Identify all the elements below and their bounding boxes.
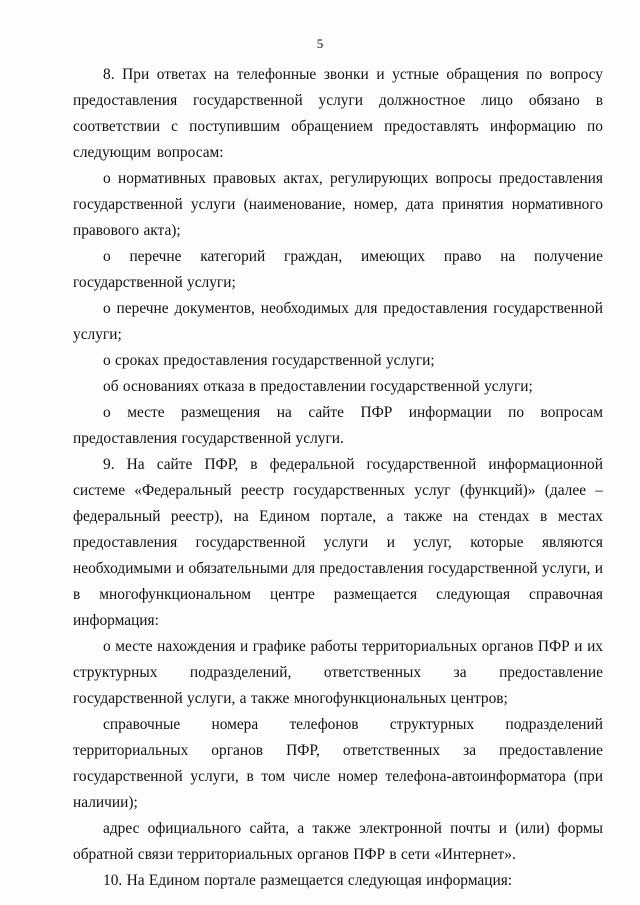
list-item-normative-acts: о нормативных правовых актах, регулирующих вопросы предоставления государственной услуги (наименование, номер, дата принятия нормативного правового акта); — [73, 170, 603, 239]
paragraph-10: 10. На Едином портале размещается следующая информация: — [103, 872, 513, 889]
list-item-website-info: о месте размещения на сайте ПФР информации по вопросам предоставления государственной услуги. — [73, 404, 603, 447]
document-body — [73, 62, 603, 894]
list-item-citizen-categories: о перечне категорий граждан, имеющих право на получение государственной услуги; — [73, 248, 603, 291]
list-item-refusal-grounds: об основаниях отказа в предоставлении государственной услуги; — [103, 378, 533, 395]
paragraph-9: 9. На сайте ПФР, в федеральной государственной информационной системе «Федеральный реестр государственных услуг (функций)» (далее – федеральный реестр), на Едином портале, а также на стендах в местах предоставления государственной услуги и услуг, которые являются необходимыми и обязательными для предоставления государственной услуги, и в многофункциональном центре размещается следующая справочная информация: — [73, 456, 603, 629]
list-item-terms: о сроках предоставления государственной услуги; — [103, 352, 435, 369]
list-item-location-schedule: о месте нахождения и графике работы территориальных органов ПФР и их структурных подразделений, ответственных за предоставление государственной услуги, а также многофункциональных центров; — [73, 638, 603, 707]
list-item-documents: о перечне документов, необходимых для предоставления государственной услуги; — [73, 300, 603, 343]
paragraph-8: 8. При ответах на телефонные звонки и устные обращения по вопросу предоставления государственной услуги должностное лицо обязано в соответствии с поступившим обращением предоставлять информацию по следующим вопросам: — [73, 66, 603, 161]
page-number: 5 — [316, 36, 324, 51]
list-item-website-address: адрес официального сайта, а также электронной почты и (или) формы обратной связи территориальных органов ПФР в сети «Интернет». — [73, 820, 603, 863]
list-item-phone-numbers: справочные номера телефонов структурных подразделений территориальных органов ПФР, ответственных за предоставление государственной услуги, в том числе номер телефона-автоинформатора (при наличии); — [73, 716, 603, 811]
